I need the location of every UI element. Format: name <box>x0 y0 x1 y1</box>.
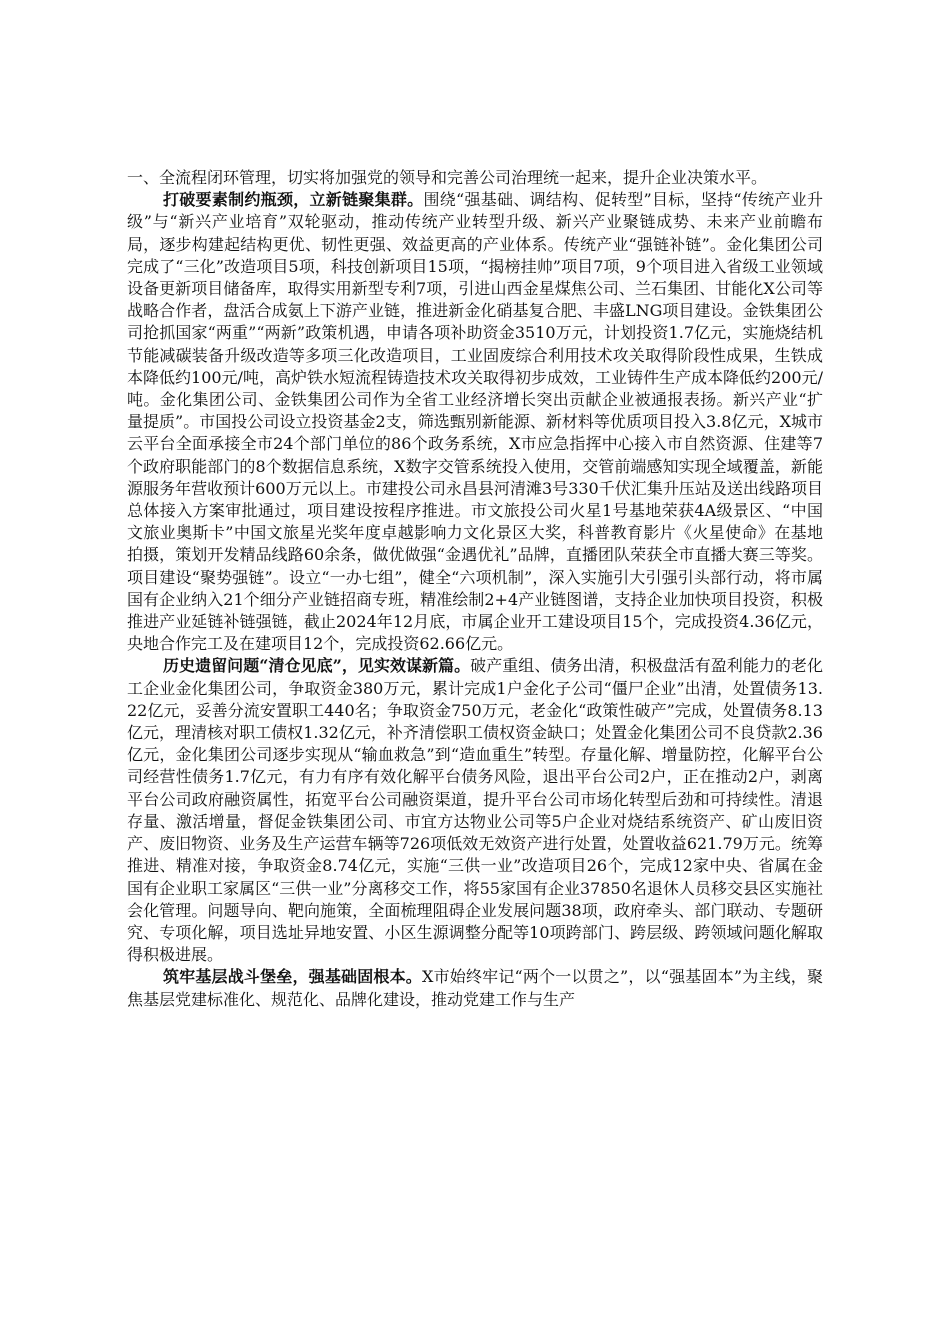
paragraph-grassroots <box>127 966 823 1010</box>
paragraph-heading: 历史遗留问题“清仓见底”，见实效谋新篇。 <box>163 656 471 676</box>
paragraph-text: 一、全流程闭环管理，切实将加强党的领导和完善公司治理统一起来，提升企业决策水平。 <box>127 168 768 187</box>
paragraph-text: X市始终牢记“两个一以贯之”，以“强基固本”为主线，聚焦基层党建标准化、规范化、品牌化建设，推动党建工作与生产 <box>127 967 823 1009</box>
paragraph-text: 破产重组、债务出清，积极盘活有盈利能力的老化工企业金化集团公司，争取资金380万元，累计完成1户金化子公司“僵尸企业”出清，处置债务13.22亿元，妥善分流安置职工440名；争取资金750万元，老金化“政策性破产”完成，处置债务8.13亿元，理清核对职工债权1.32亿元，补齐清偿职工债权资金缺口；处置金化集团公司不良贷款2.36亿元，金化集团公司逐步实现从“输血救急”到“造血重生”转型。存量化解、增量防控，化解平台公司经营性债务1.7亿元，有力有序有效化解平台债务风险，退出平台公司2户，正在推动2户，剥离平台公司政府融资属性，拓宽平台公司融资渠道，提升平台公司市场化转型后劲和可持续性。清退存量、激活增量，督促金铁集团公司、市宜方达物业公司等5户企业对烧结系统资产、矿山废旧资产、废旧物资、业务及生产运营车辆等726项低效无效资产进行处置，处置收益621.79万元。统筹推进、精准对接，争取资金8.74亿元，实施“三供一业”改造项目26个，完成12家中央、省属在金国有企业职工家属区“三供一业”分离移交工作，将55家国有企业37850名退休人员移交县区实施社会化管理。问题导向、靶向施策，全面梳理阻碍企业发展问题38项，政府牵头、部门联动、专题研究、专项化解，项目选址异地安置、小区生源调整分配等10项跨部门、跨层级、跨领域问题化解取得积极进展。 <box>127 656 823 965</box>
paragraph-intro <box>127 167 823 189</box>
paragraph-industry-chain <box>127 189 823 655</box>
paragraph-legacy-issues <box>127 655 823 966</box>
document-body <box>127 167 823 1011</box>
paragraph-text: 围绕“强基础、调结构、促转型”目标，坚持“传统产业升级”与“新兴产业培育”双轮驱动，推动传统产业转型升级、新兴产业聚链成势、未来产业前瞻布局，逐步构建起结构更优、韧性更强、效益更高的产业体系。传统产业“强链补链”。金化集团公司完成了“三化”改造项目5项，科技创新项目15项，“揭榜挂帅”项目7项，9个项目进入省级工业领域设备更新项目储备库，取得实用新型专利7项，引进山西金星煤焦公司、兰石集团、甘能化X公司等战略合作者，盘活合成氨上下游产业链，推进新金化硝基复合肥、丰盛LNG项目建设。金铁集团公司抢抓国家“两重”“两新”政策机遇，申请各项补助资金3510万元，计划投资1.7亿元，实施烧结机节能减碳装备升级改造等多项三化改造项目，工业固废综合利用技术攻关取得阶段性成果，生铁成本降低约100元/吨，高炉铁水短流程铸造技术攻关取得初步成效，工业铸件生产成本降低约200元/吨。金化集团公司、金铁集团公司作为全省工业经济增长突出贡献企业被通报表扬。新兴产业“扩量提质”。市国投公司设立投资基金2支，筛选甄别新能源、新材料等优质项目投入3.8亿元，X城市云平台全面承接全市24个部门单位的86个政务系统，X市应急指挥中心接入市自然资源、住建等7个政府职能部门的8个数据信息系统，X数字交管系统投入使用，交管前端感知实现全域覆盖，新能源服务年营收预计600万元以上。市建投公司永昌县河清滩3号330千伏汇集升压站及送出线路项目总体接入方案审批通过，项目建设按程序推进。市文旅投公司火星1号基地荣获4A级景区、“中国文旅业奥斯卡”中国文旅星光奖年度卓越影响力文化景区大奖，科普教育影片《火星使命》在基地拍摄，策划开发精品线路60余条，做优做强“金遇优礼”品牌，直播团队荣获全市直播大赛三等奖。项目建设“聚势强链”。设立“一办七组”，健全“六项机制”，深入实施引大引强引头部行动，将市属国有企业纳入21个细分产业链招商专班，精准绘制2+4产业链图谱，支持企业加快项目投资，积极推进产业延链补链强链，截止2024年12月底，市属企业开工建设项目15个，完成投资4.36亿元，央地合作完工及在建项目12个，完成投资62.66亿元。 <box>127 190 823 654</box>
paragraph-heading: 打破要素制约瓶颈，立新链聚集群。 <box>163 190 424 210</box>
paragraph-heading: 筑牢基层战斗堡垒，强基础固根本。 <box>163 967 422 987</box>
